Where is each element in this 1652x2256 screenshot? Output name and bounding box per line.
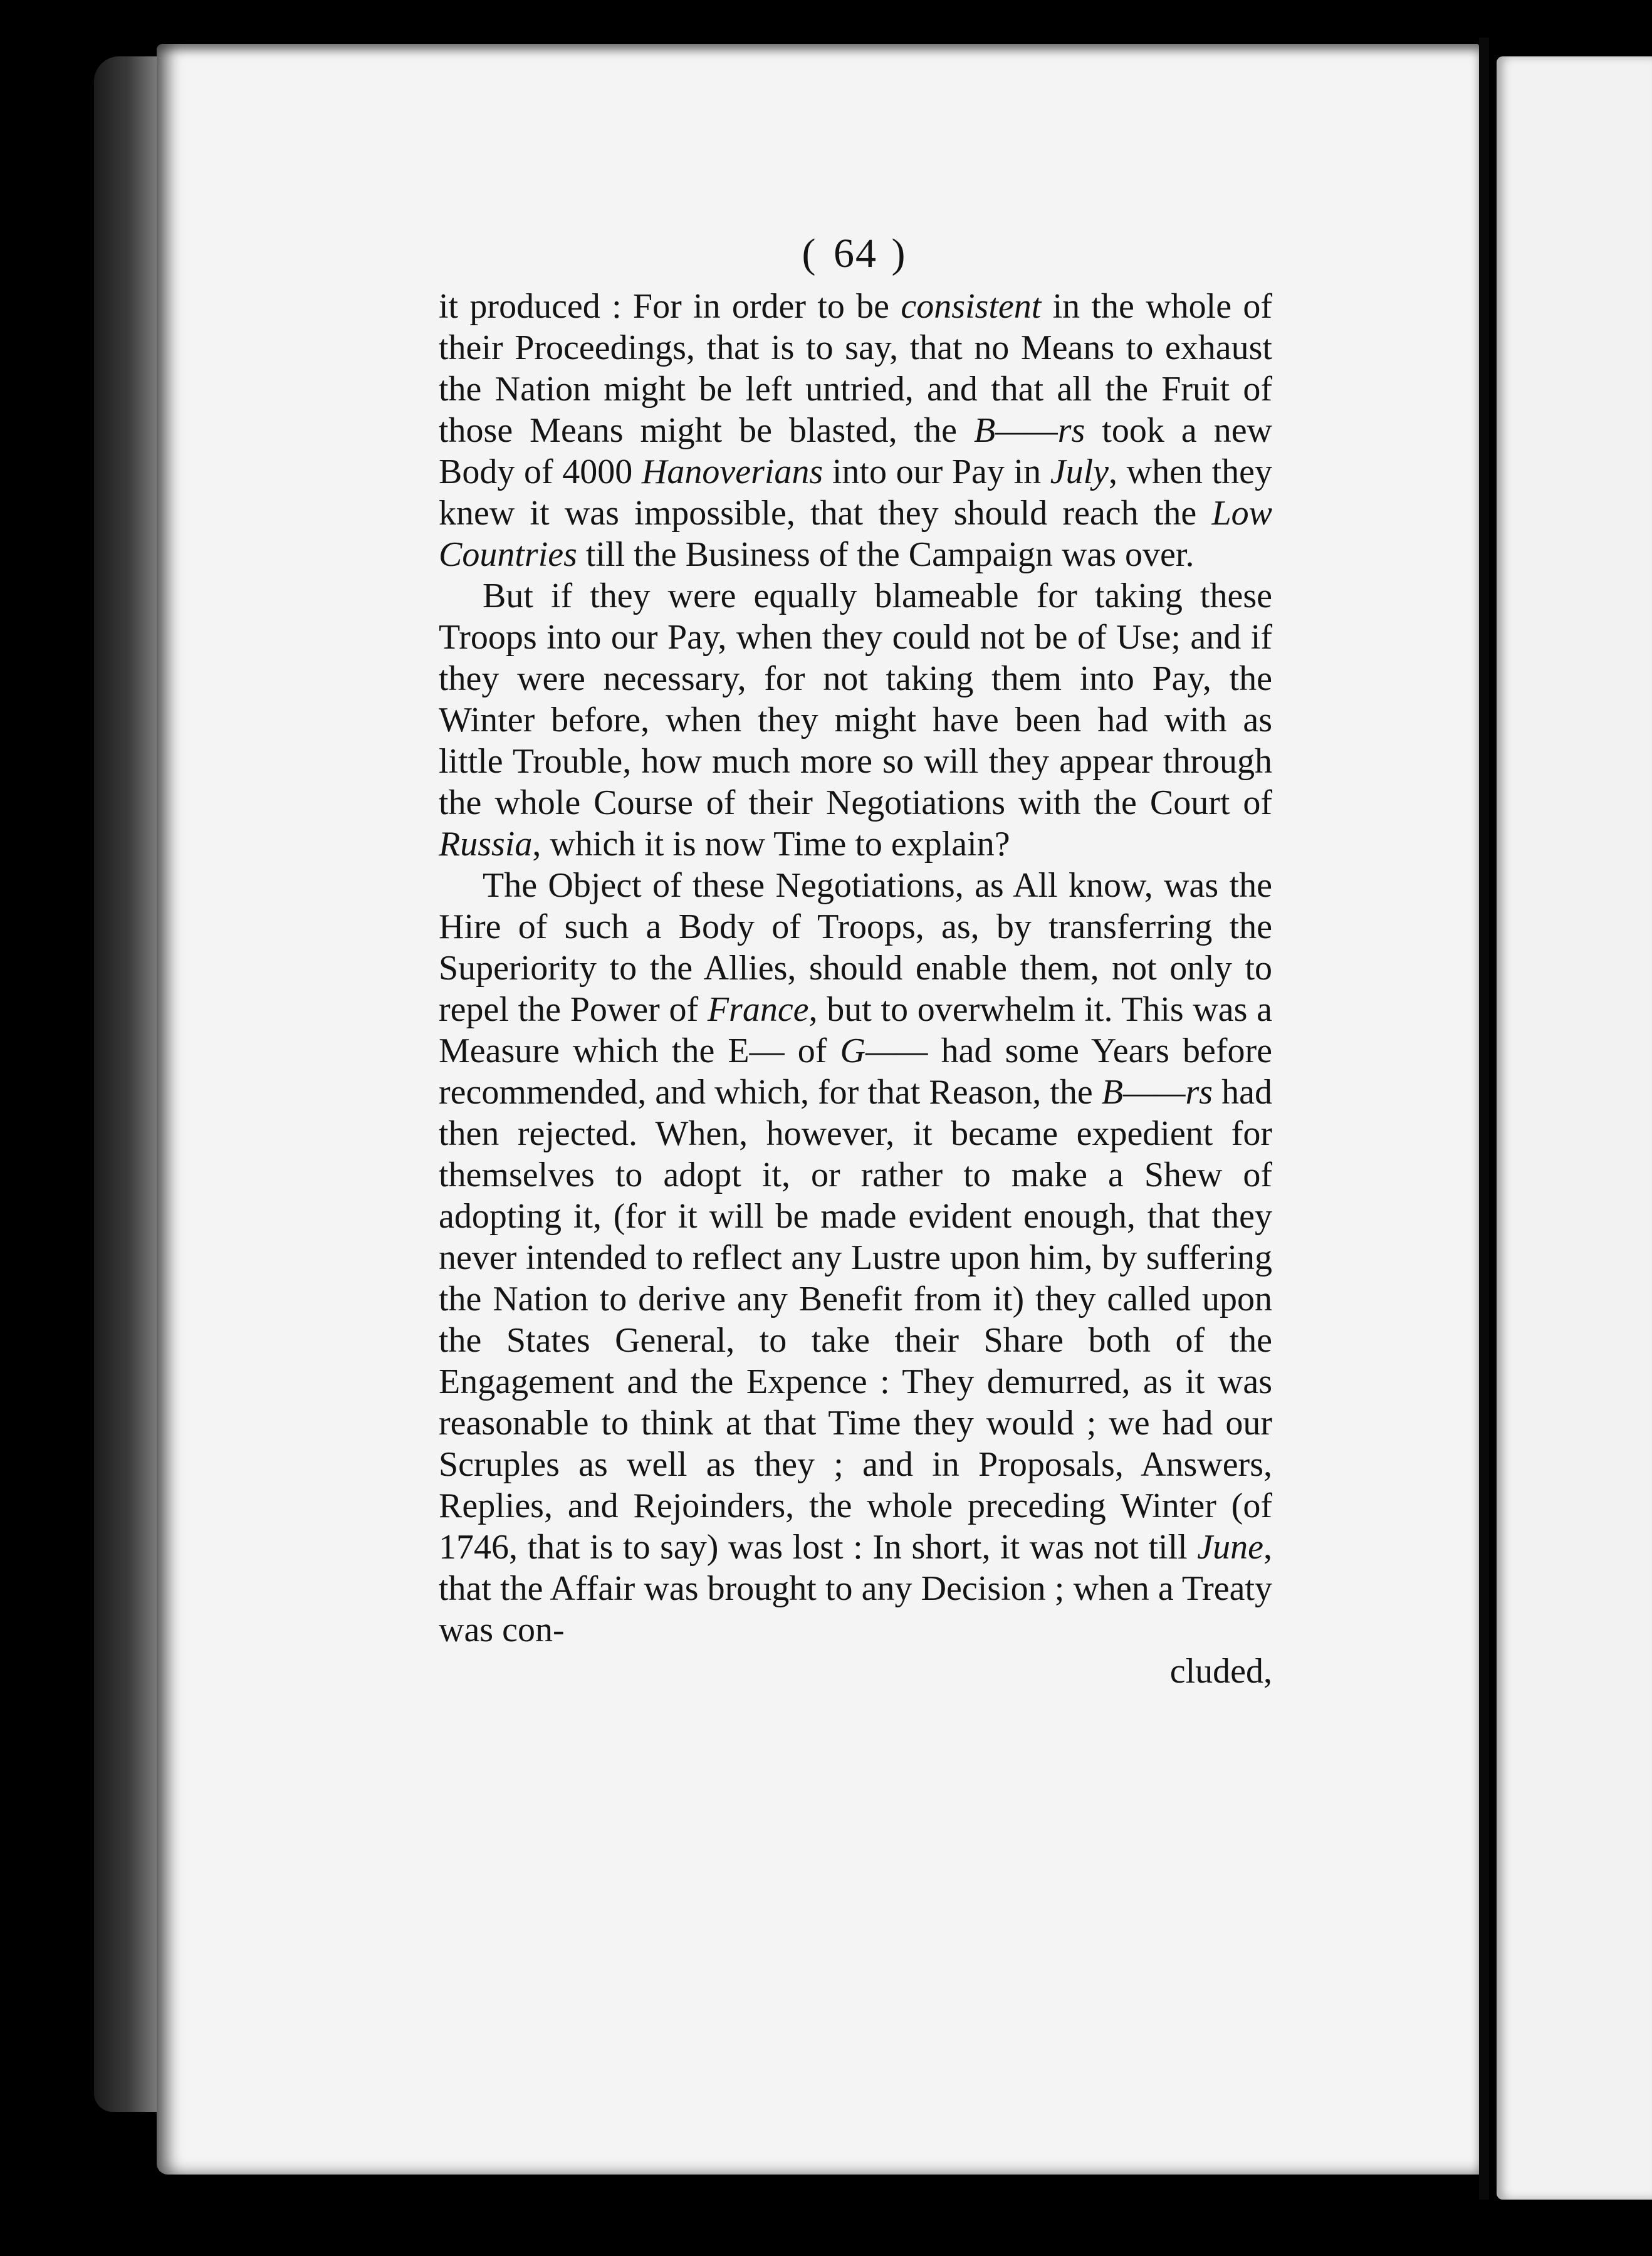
italic-text-run: Hanoverians [641, 452, 823, 491]
italic-text-run: G—— [840, 1031, 928, 1070]
text-run: in the whole of their Proceedings, that is to say, that no Means to exhaust the Nation might be left untried, and that all the Fruit of those Means might be blasted, the [439, 287, 1272, 450]
page-text [439, 226, 1272, 1692]
paragraph [439, 865, 1272, 1651]
text-run: The Object of these Negotiations, as All know, was the Hire of such a Body of Troops, as, by transferring the Superiority to the Allies, should enable them, not only to repel the Power of [439, 866, 1272, 1029]
text-run: into our Pay in [823, 452, 1050, 491]
text-run: , when they knew it was impossible, that they should reach the [439, 452, 1273, 533]
page-number-close-paren: ) [891, 231, 909, 276]
paragraph [439, 286, 1272, 575]
page-number-line [439, 226, 1272, 282]
page-number: 64 [834, 231, 877, 276]
page-number-open-paren: ( [802, 231, 820, 276]
body-paragraphs [439, 286, 1272, 1651]
text-run: , but to overwhelm it. This was a Measure which the E— of [439, 990, 1272, 1070]
text-run: , that the Affair was brought to any Decision ; when a Treaty was con- [439, 1528, 1272, 1649]
text-run: , which it is now Time to explain? [532, 825, 1010, 864]
italic-text-run: B——rs [1101, 1073, 1213, 1112]
text-run: till the Business of the Campaign was over. [577, 535, 1195, 574]
book-gutter [1479, 38, 1489, 2200]
italic-text-run: France [707, 990, 809, 1029]
paragraph [439, 575, 1272, 865]
text-run: it produced : For in order to be [439, 287, 901, 326]
italic-text-run: Russia [439, 825, 533, 864]
italic-text-run: Low Countries [439, 494, 1272, 574]
italic-text-run: consistent [901, 287, 1042, 326]
catchword: cluded, [1169, 1652, 1272, 1691]
text-run: had some Years before recommended, and which, for that Reason, the [439, 1031, 1272, 1112]
text-run: But if they were equally blameable for taking these Troops into our Pay, when they could not be of Use; and if they were necessary, for not taking them into Pay, the Winter before, when they might have been had with as little Trouble, how much more so will they appear through the whole Course of their Negotiations with the Court of [439, 577, 1272, 822]
italic-text-run: June [1197, 1528, 1263, 1567]
text-run: had then rejected. When, however, it became expedient for themselves to adopt it, or rather to make a Shew of adopting it, (for it will be made evident enough, that they never intended to reflect any Lustre upon him, by suffering the Nation to derive any Benefit from it) they called upon the States General, to take their Share both of the Engagement and the Expence : They demurred, as it was reasonable to think at that Time they would ; we had our Scruples as well as they ; and in Proposals, Answers, Replies, and Rejoinders, the whole preceding Winter (of 1746, that is to say) was lost : In short, it was not till [439, 1073, 1273, 1567]
italic-text-run: B——rs [973, 411, 1085, 450]
right-page-edge [1497, 56, 1652, 2200]
text-run: took a new Body of 4000 [439, 411, 1272, 491]
italic-text-run: July [1050, 452, 1109, 491]
